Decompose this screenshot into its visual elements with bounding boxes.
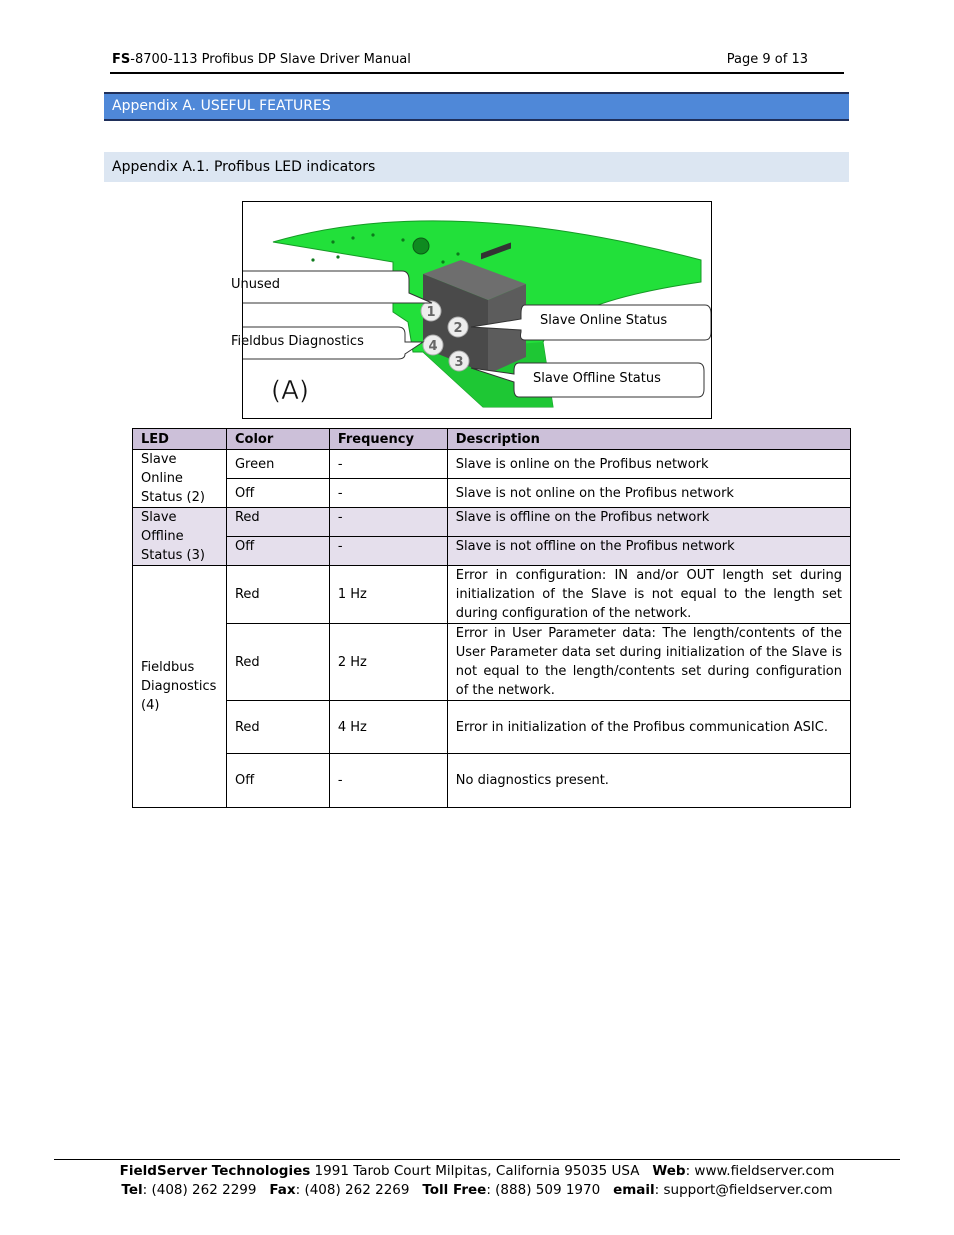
color-cell: Off — [226, 479, 329, 508]
subsection-heading: Appendix A.1. Profibus LED indicators — [104, 152, 849, 182]
footer-email-link[interactable]: : support@fieldserver.com — [654, 1182, 833, 1198]
callout-slave-offline: Slave Offline Status — [533, 371, 661, 386]
doc-title: -8700-113 Profibus DP Slave Driver Manual — [130, 52, 411, 67]
description-cell: No diagnostics present. — [447, 754, 850, 808]
doc-prefix: FS — [112, 52, 131, 67]
frequency-cell: - — [329, 508, 447, 537]
footer-tel-value: : (408) 262 2299 — [142, 1182, 257, 1198]
table-header-row — [133, 429, 851, 450]
frequency-cell: 1 Hz — [329, 566, 447, 624]
led-2-number: 2 — [453, 321, 463, 336]
description-cell: Slave is not offline on the Profibus network — [447, 537, 850, 566]
footer-line-2 — [54, 1181, 900, 1200]
table-row — [133, 624, 851, 701]
color-cell: Red — [226, 566, 329, 624]
col-frequency: Frequency — [329, 429, 447, 450]
page-number: Page 9 of 13 — [726, 52, 808, 67]
footer-address: 1991 Tarob Court Milpitas, California 95035 USA — [310, 1163, 640, 1179]
description-cell: Slave is not online on the Profibus network — [447, 479, 850, 508]
footer-rule — [54, 1159, 900, 1160]
color-cell: Red — [226, 624, 329, 701]
figure-label: (A) — [271, 376, 310, 406]
table-row — [133, 701, 851, 754]
footer-tollfree-value: : (888) 509 1970 — [486, 1182, 601, 1198]
frequency-cell: - — [329, 537, 447, 566]
color-cell: Red — [226, 508, 329, 537]
footer-line-1 — [54, 1162, 900, 1181]
frequency-cell: - — [329, 479, 447, 508]
footer-company: FieldServer Technologies — [119, 1163, 311, 1179]
led-name-cell: Slave Offline Status (3) — [133, 508, 227, 566]
frequency-cell: - — [329, 450, 447, 479]
footer-tel-label: Tel — [121, 1182, 143, 1198]
col-description: Description — [447, 429, 850, 450]
table-row — [133, 479, 851, 508]
color-cell: Red — [226, 701, 329, 754]
frequency-cell: 2 Hz — [329, 624, 447, 701]
description-cell: Error in initialization of the Profibus communication ASIC. — [447, 701, 850, 754]
table-row — [133, 566, 851, 624]
col-led: LED — [133, 429, 227, 450]
led-3-number: 3 — [454, 355, 464, 370]
description-cell: Slave is offline on the Profibus network — [447, 508, 850, 537]
description-cell: Slave is online on the Profibus network — [447, 450, 850, 479]
frequency-cell: 4 Hz — [329, 701, 447, 754]
callout-slave-online: Slave Online Status — [540, 313, 668, 328]
footer-tollfree-label: Toll Free — [422, 1182, 487, 1198]
color-cell: Off — [226, 754, 329, 808]
table-row — [133, 450, 851, 479]
led-name-cell: Slave Online Status (2) — [133, 450, 227, 508]
color-cell: Green — [226, 450, 329, 479]
footer-fax-label: Fax — [269, 1182, 296, 1198]
description-cell: Error in User Parameter data: The length/contents of the User Parameter data set during initialization of the Slave is not equal to the length/contents set during configuration of the network. — [447, 624, 850, 701]
section-heading: Appendix A. USEFUL FEATURES — [104, 92, 849, 121]
led-name-cell: Fieldbus Diagnostics (4) — [133, 566, 227, 808]
led-1-number: 1 — [426, 305, 436, 320]
table-row — [133, 508, 851, 537]
callout-fieldbus-diagnostics: Fieldbus Diagnostics — [231, 334, 364, 349]
footer-web-link[interactable]: : www.fieldserver.com — [685, 1163, 835, 1179]
table-row — [133, 537, 851, 566]
col-color: Color — [226, 429, 329, 450]
table-row — [133, 754, 851, 808]
page-header — [112, 50, 808, 70]
color-cell: Off — [226, 537, 329, 566]
footer-fax-value: : (408) 262 2269 — [295, 1182, 410, 1198]
description-cell: Error in configuration: IN and/or OUT length set during initialization of the Slave is not equal to the length set during configuration of the network. — [447, 566, 850, 624]
footer-email-label: email — [613, 1182, 655, 1198]
footer-web-label: Web — [652, 1163, 686, 1179]
led-table — [132, 428, 851, 808]
frequency-cell: - — [329, 754, 447, 808]
header-rule — [110, 72, 844, 74]
led-4-number: 4 — [428, 339, 438, 354]
callout-unused: Unused — [231, 277, 281, 292]
